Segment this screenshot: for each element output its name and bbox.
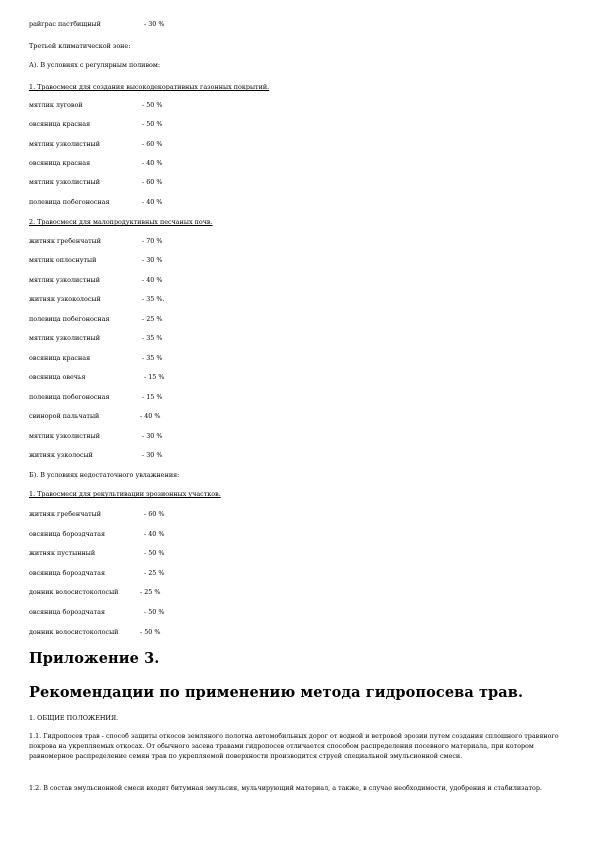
grass-name: райграс пастбищный bbox=[29, 20, 101, 28]
list-item bbox=[29, 588, 161, 596]
grass-name: житняк гребенчатый bbox=[29, 510, 102, 518]
list-item bbox=[29, 354, 163, 362]
grass-name: полевица побегоносная bbox=[29, 198, 110, 206]
grass-percent: - 50 % bbox=[144, 549, 165, 557]
list-item bbox=[29, 510, 165, 518]
grass-name: житняк пустынный bbox=[29, 549, 96, 557]
list-item bbox=[29, 569, 165, 577]
grass-name: мятлик узколистный bbox=[29, 140, 101, 148]
grass-name: мятлик узколистный bbox=[29, 432, 101, 440]
grass-name: донник волосистоколосый bbox=[29, 628, 119, 636]
list-item bbox=[29, 373, 165, 381]
list-item bbox=[29, 198, 163, 206]
section-b-group1-title: 1. Травосмеси для рекультивации эрозионных участков. bbox=[29, 490, 221, 498]
paragraph-1-1: 1.1. Гидропосев трав - способ защиты откосов земляного полотна автомобильных дорог от водной и ветровой эрозии путем создания сплошного травяного покрова на укрепляемых откосах. От обычного засева травами гидропосев отличается способом распределения посевного материала, при котором равномерное распределение семян трав по укрепляемой поверхности производится струей специальной эмульсионной смеси. bbox=[29, 732, 559, 760]
list-item bbox=[29, 101, 163, 109]
grass-name: мятлик оплоснутый bbox=[29, 256, 97, 264]
grass-percent: - 25 % bbox=[144, 569, 165, 577]
grass-percent: - 40 % bbox=[140, 412, 161, 420]
zone-title: Третьей климатической зоне: bbox=[29, 42, 131, 50]
grass-name: донник волосистоколосый bbox=[29, 588, 119, 596]
grass-percent: - 40 % bbox=[142, 159, 163, 167]
list-item bbox=[29, 412, 161, 420]
grass-percent: - 30 % bbox=[142, 451, 163, 459]
grass-name: овсяница овечья bbox=[29, 373, 86, 381]
list-item bbox=[29, 432, 163, 440]
grass-name: житняк узкоколосый bbox=[29, 295, 101, 303]
list-item bbox=[29, 628, 161, 636]
grass-name: мятлик узколистный bbox=[29, 178, 101, 186]
grass-percent: - 35 %. bbox=[142, 295, 165, 303]
grass-name: мятлик узколистный bbox=[29, 334, 101, 342]
grass-name: мятлик луговой bbox=[29, 101, 83, 109]
grass-percent: - 40 % bbox=[144, 530, 165, 538]
grass-percent: - 25 % bbox=[142, 315, 163, 323]
grass-percent: - 30 % bbox=[142, 432, 163, 440]
grass-name: овсяница бороздчатая bbox=[29, 530, 105, 538]
grass-percent: - 30 % bbox=[142, 256, 163, 264]
grass-name: полевица побегоносная bbox=[29, 315, 110, 323]
list-item bbox=[29, 159, 163, 167]
list-item bbox=[29, 608, 165, 616]
grass-percent: - 50 % bbox=[140, 628, 161, 636]
grass-name: свинорой пальчатый bbox=[29, 412, 100, 420]
grass-percent: - 15 % bbox=[142, 393, 163, 401]
list-item bbox=[29, 295, 165, 303]
general-heading: 1. ОБЩИЕ ПОЛОЖЕНИЯ. bbox=[29, 714, 119, 722]
list-item bbox=[29, 334, 163, 342]
section-a-group2-title: 2. Травосмеси для малопродуктивных песчаных почв. bbox=[29, 218, 213, 226]
list-item bbox=[29, 120, 163, 128]
list-item bbox=[29, 237, 163, 245]
section-a-group1-title: 1. Травосмеси для создания высокодекоративных газонных покрытий. bbox=[29, 83, 270, 91]
grass-name: овсяница бороздчатая bbox=[29, 608, 105, 616]
grass-percent: - 30 % bbox=[144, 20, 165, 28]
grass-percent: - 50 % bbox=[142, 120, 163, 128]
appendix-title: Приложение 3. bbox=[29, 650, 160, 667]
list-item bbox=[29, 530, 165, 538]
list-item bbox=[29, 451, 163, 459]
grass-percent: - 40 % bbox=[142, 198, 163, 206]
list-item bbox=[29, 276, 163, 284]
paragraph-1-2: 1.2. В состав эмульсионной смеси входят битумная эмульсия, мульчирующий материал, а также, в случае необходимости, удобрения и стабилизатор. bbox=[29, 784, 542, 792]
list-item bbox=[29, 256, 163, 264]
grass-percent: - 70 % bbox=[142, 237, 163, 245]
recommendations-title: Рекомендации по применению метода гидропосева трав. bbox=[29, 684, 524, 701]
grass-name: овсяница красная bbox=[29, 354, 91, 362]
list-item bbox=[29, 315, 163, 323]
grass-name: житняк гребенчатый bbox=[29, 237, 102, 245]
list-item bbox=[29, 20, 165, 28]
grass-name: житняк узколосый bbox=[29, 451, 93, 459]
grass-name: овсяница красная bbox=[29, 120, 91, 128]
grass-percent: - 25 % bbox=[140, 588, 161, 596]
grass-percent: - 35 % bbox=[142, 334, 163, 342]
grass-name: мятлик узколистный bbox=[29, 276, 101, 284]
grass-percent: - 60 % bbox=[142, 178, 163, 186]
grass-percent: - 35 % bbox=[142, 354, 163, 362]
grass-percent: - 60 % bbox=[142, 140, 163, 148]
grass-percent: - 40 % bbox=[142, 276, 163, 284]
list-item bbox=[29, 140, 163, 148]
list-item bbox=[29, 393, 163, 401]
grass-percent: - 50 % bbox=[144, 608, 165, 616]
section-a-title: А). В условиях с регулярным поливом: bbox=[29, 61, 161, 69]
grass-percent: - 15 % bbox=[144, 373, 165, 381]
grass-percent: - 50 % bbox=[142, 101, 163, 109]
grass-name: полевица побегоносная bbox=[29, 393, 110, 401]
section-b-title: Б). В условиях недостаточного увлажнения: bbox=[29, 471, 180, 479]
grass-name: овсяница бороздчатая bbox=[29, 569, 105, 577]
grass-name: овсяница красная bbox=[29, 159, 91, 167]
list-item bbox=[29, 178, 163, 186]
list-item bbox=[29, 549, 165, 557]
grass-percent: - 60 % bbox=[144, 510, 165, 518]
